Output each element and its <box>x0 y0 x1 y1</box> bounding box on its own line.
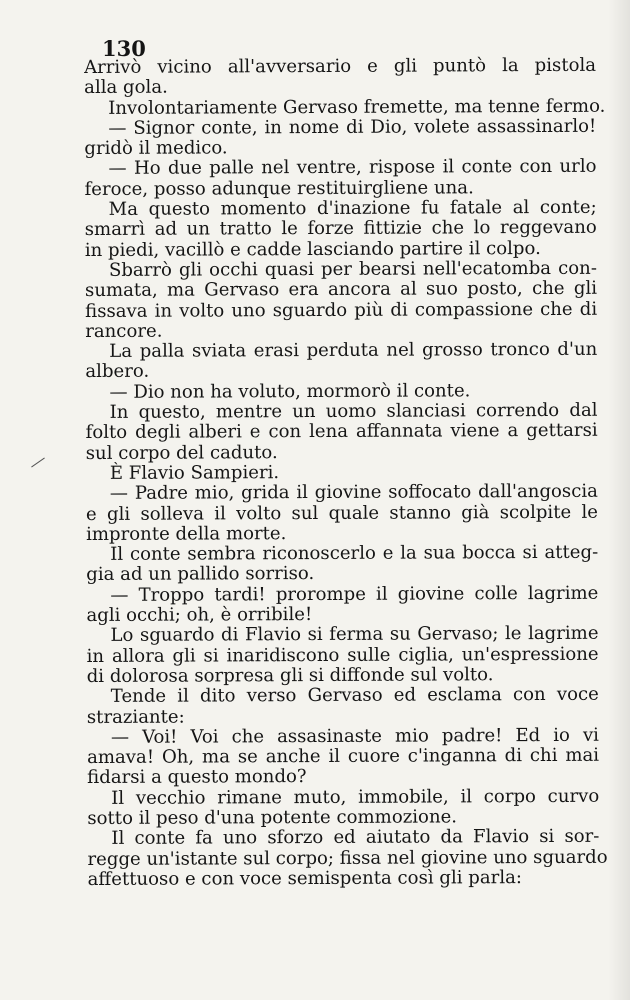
text-line: fissava in volto uno sguardo più di compassione che di <box>85 298 598 322</box>
text-line: rancore. <box>85 320 163 342</box>
text-line: regge un'istante sul corpo; fissa nel giovine uno sguardo <box>87 846 608 870</box>
text-line: Tende il dito verso Gervaso ed esclama con voce <box>110 683 599 708</box>
text-line: folto degli alberi e con lena affannata viene a gettarsi <box>85 420 598 444</box>
text-line: — Dio non ha voluto, mormorò il conte. <box>109 380 471 403</box>
text-line: Sbarrò gli occhi quasi per bearsi nell'ecatomba con- <box>108 257 597 281</box>
text-line: sumata, ma Gervaso era ancora al suo posto, che gli <box>84 278 598 302</box>
text-line: in allora gli si inaridiscono sulle ciglia, un'espressione <box>86 643 599 667</box>
page-number: 130 <box>102 36 146 61</box>
text-line: — Ho due palle nel ventre, rispose il conte con urlo <box>108 156 597 180</box>
text-line: sul corpo del caduto. <box>85 441 278 464</box>
text-line: — Voi! Voi che assasinaste mio padre! Ed io vi <box>110 724 600 748</box>
text-line: fidarsi a questo mondo? <box>87 766 307 789</box>
text-line: in piedi, vacillò e cadde lasciando partire il colpo. <box>84 237 541 261</box>
page-edge-shadow <box>608 0 630 1000</box>
text-line: impronte della morte. <box>86 522 287 545</box>
body-text <box>83 54 608 890</box>
text-line: Il conte fa uno sforzo ed aiutato da Flavio si sor- <box>111 826 600 850</box>
text-line: In questo, mentre un uomo slanciasi correndo dal <box>109 399 598 423</box>
text-line: smarrì ad un tratto le forze fittizie che lo reggevano <box>84 217 597 241</box>
text-line: alla gola. <box>84 76 168 99</box>
text-line: Ma questo momento d'inazione fu fatale al conte; <box>108 196 597 220</box>
text-line: Involontariamente Gervaso fremette, ma tenne fermo. <box>108 95 606 119</box>
text-line: amava! Oh, ma se anche il cuore c'inganna di chi mai <box>87 744 600 769</box>
text-line: Arrivò vicino all'avversario e gli puntò la pistola <box>83 54 597 78</box>
text-line: Il conte sembra riconoscerlo e la sua bocca si atteg- <box>110 541 599 566</box>
text-line: gridò il medico. <box>84 137 228 160</box>
text-line: La palla sviata erasi perduta nel grosso tronco d'un <box>109 338 598 363</box>
text-line: sotto il peso d'una potente commozione. <box>87 806 458 829</box>
text-line: albero. <box>85 361 150 383</box>
text-line: — Padre mio, grida il giovine soffocato dall'angoscia <box>109 480 598 505</box>
text-line: di dolorosa sorpresa gli si diffonde sul volto. <box>86 664 494 687</box>
text-line: Lo sguardo di Flavio si ferma su Gervaso; le lagrime <box>110 623 599 647</box>
text-line: gia ad un pallido sorriso. <box>86 563 315 586</box>
text-line: feroce, posso adunque restituirgliene una. <box>84 177 474 200</box>
text-line: agli occhi; oh, è orribile! <box>86 604 313 627</box>
text-line: straziante: <box>86 706 185 728</box>
text-line: e gli solleva il volto sul quale stanno già scolpite le <box>85 501 599 525</box>
text-line: È Flavio Sampieri. <box>109 462 280 484</box>
text-line: affettuoso e con voce semispenta così gli parla: <box>87 866 523 890</box>
text-line: Il vecchio rimane muto, immobile, il corpo curvo <box>111 785 600 809</box>
text-line: — Signor conte, in nome di Dio, volete assassinarlo! <box>108 115 597 139</box>
text-line: — Troppo tardi! prorompe il giovine colle lagrime <box>110 582 599 606</box>
margin-mark <box>31 458 45 468</box>
